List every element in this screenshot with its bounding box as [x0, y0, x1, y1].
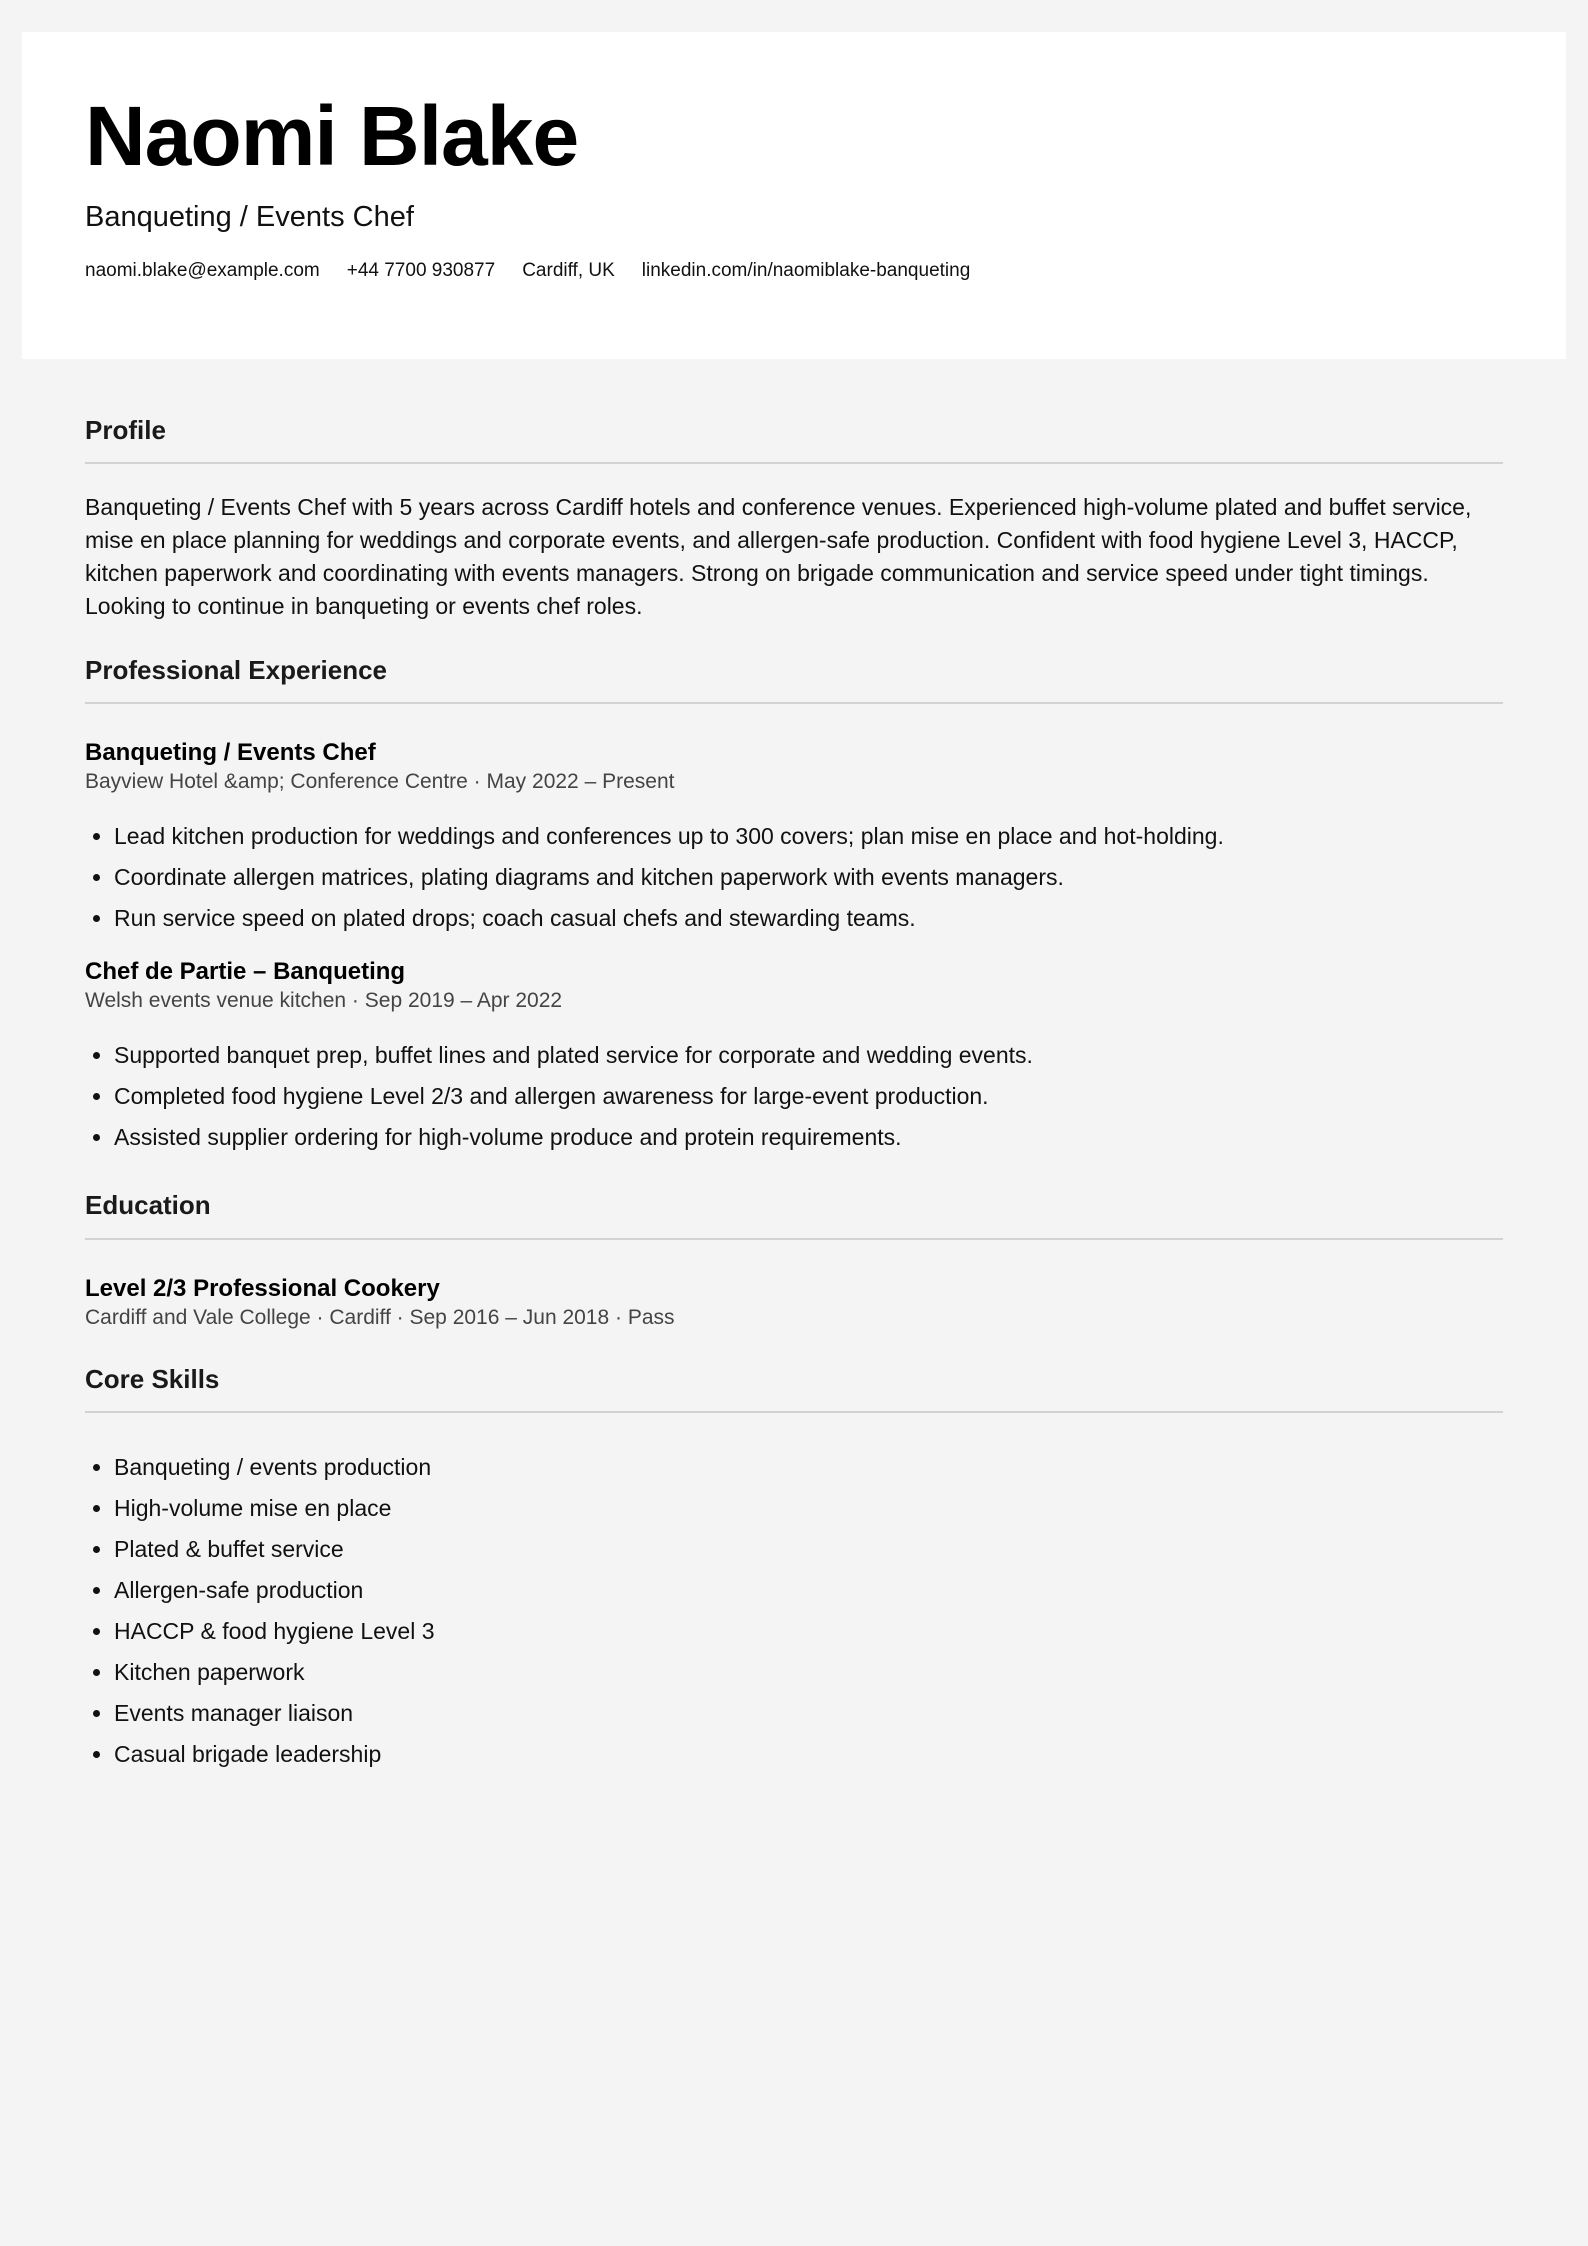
experience-list: [85, 704, 1503, 1158]
section-title-profile: Profile: [85, 415, 1503, 464]
contact-linkedin: linkedin.com/in/naomiblake-banqueting: [641, 259, 971, 281]
section-title-experience: Professional Experience: [85, 655, 1503, 704]
list-item: • Run service speed on plated drops; coach casual chefs and stewarding teams.: [114, 898, 1503, 939]
profile-section: [85, 415, 1503, 623]
skills-list: [85, 1447, 1503, 1775]
experience-entry: [85, 957, 1503, 1158]
job-meta: Welsh events venue kitchen · Sep 2019 – Apr 2022: [85, 989, 563, 1013]
contact-phone: +44 7700 930877: [346, 259, 496, 281]
resume-header: [22, 32, 1566, 359]
list-item: • Completed food hygiene Level 2/3 and allergen awareness for large-event production.: [114, 1076, 1503, 1117]
skill-item: • HACCP & food hygiene Level 3: [114, 1611, 1503, 1652]
section-title-education: Education: [85, 1190, 1503, 1239]
list-item: • Assisted supplier ordering for high-volume produce and protein requirements.: [114, 1117, 1503, 1158]
qualification-meta: Cardiff and Vale College · Cardiff · Sep 2016 – Jun 2018 · Pass: [85, 1305, 675, 1329]
contact-email: naomi.blake@example.com: [85, 259, 320, 281]
skill-item: • Kitchen paperwork: [114, 1652, 1503, 1693]
experience-entry: [85, 738, 1503, 939]
education-section: [85, 1190, 1503, 1331]
candidate-headline: Banqueting / Events Chef: [85, 201, 414, 233]
list-item: • Coordinate allergen matrices, plating diagrams and kitchen paperwork with events managers.: [114, 857, 1503, 898]
job-bullets: [85, 816, 1503, 939]
list-item: • Lead kitchen production for weddings and conferences up to 300 covers; plan mise en place and hot-holding.: [114, 816, 1503, 857]
skill-item: • High-volume mise en place: [114, 1488, 1503, 1529]
education-list: [85, 1240, 1503, 1332]
contact-location: Cardiff, UK: [522, 259, 615, 281]
contact-info: [85, 260, 1566, 283]
skill-item: • Banqueting / events production: [114, 1447, 1503, 1488]
profile-summary: Banqueting / Events Chef with 5 years across Cardiff hotels and conference venues. Experienced high-volume plated and buffet service, mise en place planning for weddings and corporate events, and allergen-safe production. Confident with food hygiene Level 3, HACCP, kitchen paperwork and coordinating with events managers. Strong on brigade communication and service speed under tight timings. Looking to continue in banqueting or events chef roles.: [85, 494, 1472, 620]
skill-item: • Casual brigade leadership: [114, 1734, 1503, 1775]
experience-section: [85, 655, 1503, 1158]
skill-item: • Events manager liaison: [114, 1693, 1503, 1734]
candidate-name: Naomi Blake: [85, 89, 579, 183]
skill-item: • Allergen-safe production: [114, 1570, 1503, 1611]
list-item: • Supported banquet prep, buffet lines and plated service for corporate and wedding events.: [114, 1035, 1503, 1076]
section-title-skills: Core Skills: [85, 1364, 1503, 1413]
job-title: Chef de Partie – Banqueting: [85, 958, 406, 986]
job-meta: Bayview Hotel &amp; Conference Centre · May 2022 – Present: [85, 770, 675, 794]
qualification-title: Level 2/3 Professional Cookery: [85, 1274, 440, 1302]
resume-body: [85, 415, 1503, 1775]
job-title: Banqueting / Events Chef: [85, 739, 376, 767]
education-entry: [85, 1274, 1503, 1332]
skills-section: [85, 1364, 1503, 1775]
job-bullets: [85, 1035, 1503, 1158]
skill-item: • Plated & buffet service: [114, 1529, 1503, 1570]
